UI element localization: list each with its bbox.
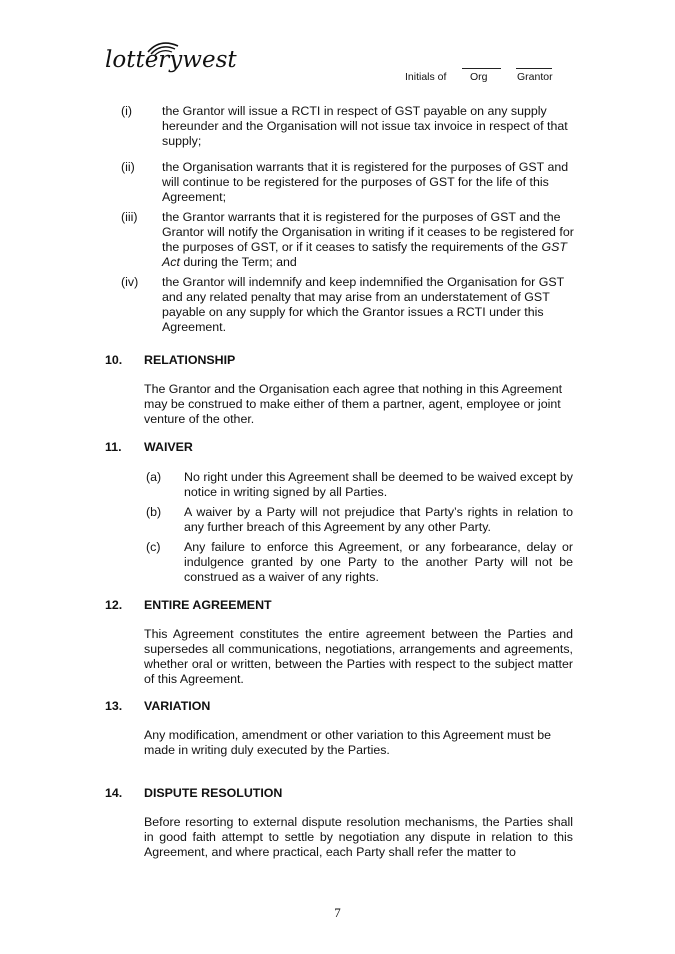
lotterywest-logo [104, 34, 237, 74]
list-item-label: (a) [146, 470, 162, 484]
list-item-label: (ii) [121, 160, 135, 174]
grantor-initials-line [516, 68, 552, 69]
list-item-label: (b) [146, 505, 162, 519]
variation-paragraph: Any modification, amendment or other variation to this Agreement must be made in writing duly executed by the Parties. [144, 728, 552, 757]
section-heading-waiver: WAIVER [144, 440, 193, 454]
list-item-label: (iii) [121, 210, 138, 224]
list-item-text: No right under this Agreement shall be deemed to be waived except by notice in writing signed by all Parties. [184, 470, 573, 499]
page-number: 7 [334, 905, 341, 920]
dispute-resolution-paragraph: Before resorting to external dispute resolution mechanisms, the Parties shall in good faith attempt to settle by negotiation any dispute in relation to this Agreement, and where practical, each Party shall refer the matter to [144, 815, 573, 859]
list-item-text: A waiver by a Party will not prejudice that Party’s rights in relation to any further breach of this Agreement by any other Party. [184, 505, 573, 534]
list-item-text: Any failure to enforce this Agreement, or any forbearance, delay or indulgence granted by one Party to the another Party will not be construed as a waiver of any rights. [184, 540, 573, 584]
logo-wordmark: lotterywest [105, 47, 237, 73]
section-number: 13. [105, 699, 123, 713]
section-number: 11. [105, 440, 122, 454]
grantor-label: Grantor [517, 71, 553, 83]
org-initials-line [462, 68, 501, 69]
list-item-label: (i) [121, 104, 133, 118]
section-heading-relationship: RELATIONSHIP [144, 353, 236, 367]
text-segment: during the Term; and [179, 255, 297, 269]
list-item-text: the Organisation warrants that it is registered for the purposes of GST and will continue to be registered for the purposes of GST for the life of this Agreement; [162, 160, 569, 204]
gst-act-reference: GST Act [162, 240, 567, 269]
list-item-text: the Grantor will indemnify and keep indemnified the Organisation for GST and any related penalty that may arise from an understatement of GST payable on any supply for which the Grantor issues a RCTI under this Agreement. [162, 275, 564, 334]
text-segment: the Grantor warrants that it is registered for the purposes of GST and the Grantor will notify the Organisation in writing if it ceases to be registered for the purposes of GST, or if it ceases to satisfy the requirements of the [162, 210, 574, 254]
list-item-label: (c) [146, 540, 161, 554]
relationship-paragraph: The Grantor and the Organisation each agree that nothing in this Agreement may be construed to make either of them a partner, agent, employee or joint venture of the other. [144, 382, 563, 426]
section-number: 10. [105, 353, 123, 367]
section-heading-variation: VARIATION [144, 699, 211, 713]
list-item-text: the Grantor will issue a RCTI in respect of GST payable on any supply hereunder and the Organisation will not issue tax invoice in respect of that supply; [162, 104, 568, 148]
section-heading-entire-agreement: ENTIRE AGREEMENT [144, 598, 272, 612]
initials-label: Initials of [405, 71, 447, 83]
org-label: Org [470, 71, 488, 83]
section-number: 14. [105, 786, 123, 800]
list-item-label: (iv) [121, 275, 139, 289]
lotterywest-logo-graphic [104, 34, 237, 74]
section-heading-dispute-resolution: DISPUTE RESOLUTION [144, 786, 283, 800]
section-number: 12. [105, 598, 123, 612]
list-item-text [162, 210, 574, 270]
entire-agreement-paragraph: This Agreement constitutes the entire agreement between the Parties and supersedes all communications, negotiations, arrangements and agreements, whether oral or written, between the Parties with respect to the subject matter of this Agreement. [144, 627, 573, 686]
